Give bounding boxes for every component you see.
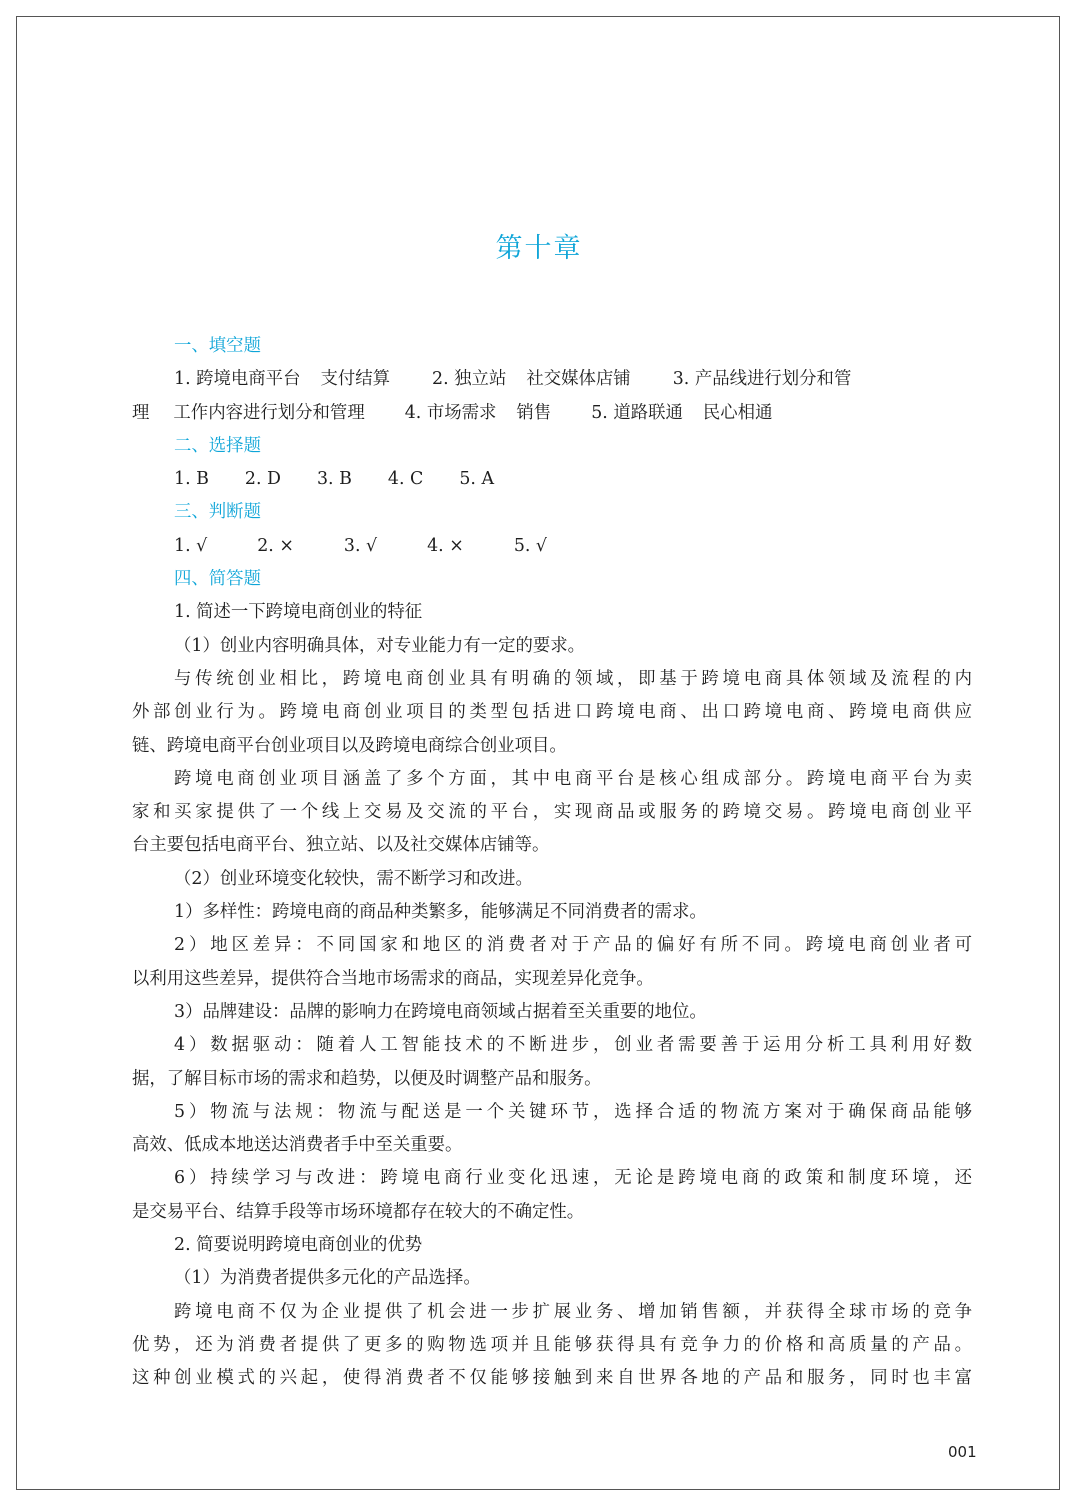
subheading: （2）创业环境变化较快，需不断学习和改进。 bbox=[174, 868, 533, 889]
fill-answer-line-1 bbox=[132, 363, 972, 396]
paragraph-line: 外部创业行为。跨境电商创业项目的类型包括进口跨境电商、出口跨境电商、跨境电商供应 bbox=[132, 702, 972, 723]
paragraph-line: 3）品牌建设：品牌的影响力在跨境电商领域占据着至关重要的地位。 bbox=[174, 1001, 707, 1022]
choice-answer: 1. B bbox=[174, 469, 209, 490]
choice-answer: 5. A bbox=[459, 469, 495, 490]
judge-answers bbox=[132, 530, 972, 563]
section-title-short: 四、简答题 bbox=[174, 569, 261, 590]
choice-answer: 3. B bbox=[316, 469, 352, 490]
question-heading: 1. 简述一下跨境电商创业的特征 bbox=[174, 602, 423, 623]
choice-answer: 4. C bbox=[387, 469, 424, 490]
judge-answer: 5. √ bbox=[513, 535, 548, 556]
paragraph-line: 2）地区差异：不同国家和地区的消费者对于产品的偏好有所不同。跨境电商创业者可 bbox=[174, 935, 972, 956]
fill-answer: 民心相通 bbox=[702, 402, 773, 423]
paragraph-line: 优势，还为消费者提供了更多的购物选项并且能够获得具有竞争力的价格和高质量的产品。 bbox=[132, 1334, 972, 1355]
fill-answer-line-2 bbox=[132, 397, 972, 430]
paragraph-line: 1）多样性：跨境电商的商品种类繁多，能够满足不同消费者的需求。 bbox=[174, 902, 707, 923]
choice-answer: 2. D bbox=[244, 469, 281, 490]
paragraph-line: 家和买家提供了一个线上交易及交流的平台，实现商品或服务的跨境交易。跨境电商创业平 bbox=[132, 802, 972, 823]
fill-answer: 销售 bbox=[516, 402, 552, 423]
paragraph-line: 跨境电商创业项目涵盖了多个方面，其中电商平台是核心组成部分。跨境电商平台为卖 bbox=[174, 768, 972, 789]
judge-answer: 1. √ bbox=[174, 535, 208, 556]
fill-answer: 社交媒体店铺 bbox=[526, 369, 631, 390]
fill-answer: 5. 道路联通 bbox=[591, 402, 683, 423]
paragraph-line: 这种创业模式的兴起，使得消费者不仅能够接触到来自世界各地的产品和服务，同时也丰富 bbox=[132, 1368, 972, 1389]
page-number: 001 bbox=[948, 1443, 977, 1461]
answer-content bbox=[132, 330, 972, 1396]
paragraph-line: 跨境电商不仅为企业提供了机会进一步扩展业务、增加销售额，并获得全球市场的竞争 bbox=[174, 1301, 972, 1322]
chapter-title: 第十章 bbox=[495, 233, 583, 264]
fill-answer: 理 bbox=[132, 402, 150, 423]
question-heading: 2. 简要说明跨境电商创业的优势 bbox=[174, 1235, 423, 1256]
section-heading-judge bbox=[132, 496, 972, 529]
fill-answer: 2. 独立站 bbox=[432, 369, 507, 390]
fill-answer: 支付结算 bbox=[320, 369, 391, 390]
subheading: （1）创业内容明确具体，对专业能力有一定的要求。 bbox=[174, 635, 586, 656]
section-heading-short bbox=[132, 563, 972, 596]
paragraph-line: 链、跨境电商平台创业项目以及跨境电商综合创业项目。 bbox=[132, 735, 567, 756]
fill-answer: 4. 市场需求 bbox=[404, 402, 497, 423]
paragraph-line: 高效、低成本地送达消费者手中至关重要。 bbox=[132, 1135, 463, 1156]
judge-answer: 4. × bbox=[427, 535, 464, 556]
section-heading-choice bbox=[132, 430, 972, 463]
paragraph-line: 是交易平台、结算手段等市场环境都存在较大的不确定性。 bbox=[132, 1201, 585, 1222]
judge-answer: 2. × bbox=[257, 535, 294, 556]
section-heading-fill bbox=[132, 330, 972, 363]
paragraph-line: 以利用这些差异，提供符合当地市场需求的商品，实现差异化竞争。 bbox=[132, 968, 654, 989]
subheading: （1）为消费者提供多元化的产品选择。 bbox=[174, 1268, 481, 1289]
fill-answer: 工作内容进行划分和管理 bbox=[173, 402, 365, 423]
paragraph-line: 与传统创业相比，跨境电商创业具有明确的领域，即基于跨境电商具体领域及流程的内 bbox=[174, 668, 972, 689]
section-title-choice: 二、选择题 bbox=[174, 435, 261, 456]
section-title-judge: 三、判断题 bbox=[174, 502, 261, 523]
judge-answer: 3. √ bbox=[343, 535, 378, 556]
paragraph-line: 5）物流与法规：物流与配送是一个关键环节，选择合适的物流方案对于确保商品能够 bbox=[174, 1101, 972, 1122]
choice-answers bbox=[132, 463, 972, 496]
fill-answer: 1. 跨境电商平台 bbox=[174, 369, 301, 390]
section-title-fill: 一、填空题 bbox=[174, 336, 261, 356]
paragraph-line: 据，了解目标市场的需求和趋势，以便及时调整产品和服务。 bbox=[132, 1068, 602, 1089]
paragraph-line: 台主要包括电商平台、独立站、以及社交媒体店铺等。 bbox=[132, 835, 550, 856]
fill-answer: 3. 产品线进行划分和管 bbox=[672, 369, 852, 390]
paragraph-line: 4）数据驱动：随着人工智能技术的不断进步，创业者需要善于运用分析工具利用好数 bbox=[174, 1035, 972, 1056]
paragraph-line: 6）持续学习与改进：跨境电商行业变化迅速，无论是跨境电商的政策和制度环境，还 bbox=[174, 1168, 972, 1189]
